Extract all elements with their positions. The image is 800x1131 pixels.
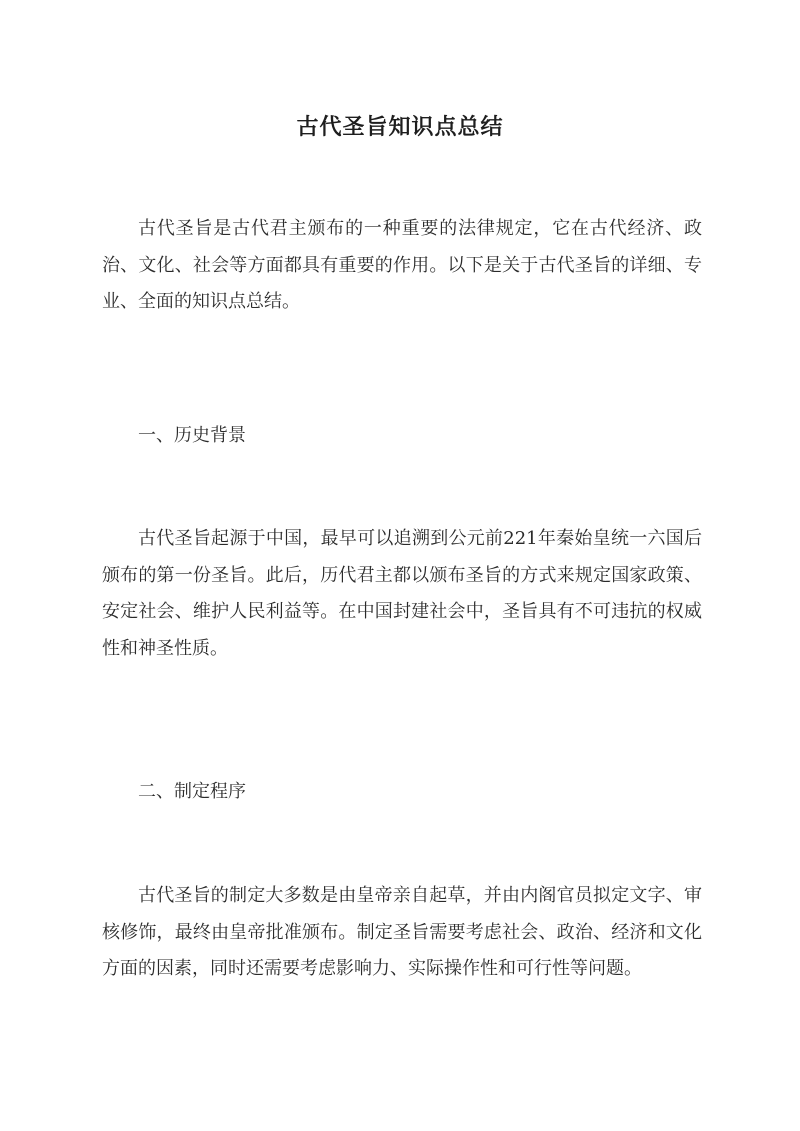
section-body-procedure: 古代圣旨的制定大多数是由皇帝亲自起草，并由内阁官员拟定文字、审核修饰，最终由皇帝批准颁布。制定圣旨需要考虑社会、政治、经济和文化方面的因素，同时还需要考虑影响力、实际操作性和可行性等问题。	[102, 885, 702, 979]
section-heading-history: 一、历史背景	[138, 425, 246, 446]
page-title: 古代圣旨知识点总结	[296, 113, 504, 140]
intro-paragraph: 古代圣旨是古代君主颁布的一种重要的法律规定，它在古代经济、政治、文化、社会等方面都具有重要的作用。以下是关于古代圣旨的详细、专业、全面的知识点总结。	[102, 218, 702, 312]
section-heading-procedure: 二、制定程序	[138, 781, 246, 802]
section-body-history: 古代圣旨起源于中国，最早可以追溯到公元前221年秦始皇统一六国后颁布的第一份圣旨。此后，历代君主都以颁布圣旨的方式来规定国家政策、安定社会、维护人民利益等。在中国封建社会中，圣旨具有不可违抗的权威性和神圣性质。	[102, 528, 702, 659]
